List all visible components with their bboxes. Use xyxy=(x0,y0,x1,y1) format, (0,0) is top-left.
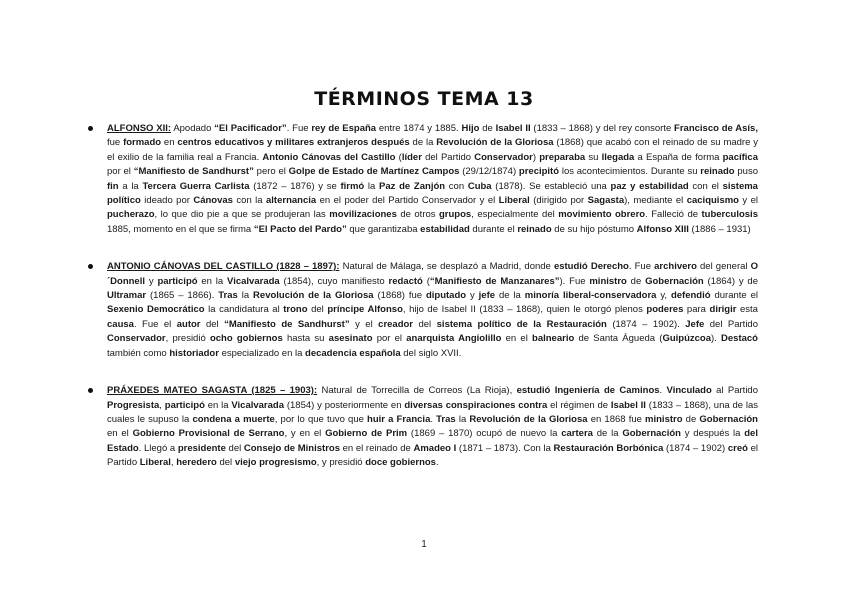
body-text: , lo que dio pie a que se produjeran las xyxy=(154,209,330,221)
bold-text: estabilidad xyxy=(420,223,470,235)
bold-text: Gobernación xyxy=(699,413,758,425)
body-text: , xyxy=(159,399,165,411)
bold-text: Tras xyxy=(436,413,456,425)
bold-text: doce gobiernos xyxy=(365,457,436,469)
body-text: fue xyxy=(107,137,124,149)
bold-text: defendió xyxy=(670,290,711,302)
bold-text: paz y estabilidad xyxy=(610,180,689,192)
bold-text: heredero xyxy=(176,457,217,469)
body-text: en el reinado de xyxy=(339,442,414,454)
body-text: y el xyxy=(738,195,758,207)
bold-text: poderes xyxy=(646,304,684,316)
bold-text: Cuba xyxy=(467,180,492,192)
body-text: ( xyxy=(422,275,430,287)
body-text: (1886 – 1931) xyxy=(688,223,751,235)
body-text: en 1868 fue xyxy=(587,413,646,425)
body-text: para xyxy=(683,304,710,316)
body-text: del xyxy=(216,457,235,469)
list-item xyxy=(88,122,758,237)
bold-text: diputado xyxy=(425,290,467,302)
bold-text: Hijo xyxy=(461,123,480,134)
body-text: y, xyxy=(656,290,671,302)
body-text: los acontecimientos. Durante su xyxy=(559,166,701,178)
body-text: entre 1874 y 1885. xyxy=(376,123,462,134)
bold-text: “Manifiesto de Manzanares” xyxy=(429,275,560,287)
bold-text: del Estado xyxy=(107,428,758,454)
bold-text: ministro xyxy=(589,275,627,287)
body-text: de la xyxy=(409,137,437,149)
body-text: del general xyxy=(696,261,751,273)
body-text: su xyxy=(585,151,602,163)
bold-text: líder xyxy=(401,151,422,163)
body-text: del xyxy=(307,304,328,316)
bold-text: precipitó xyxy=(518,166,560,178)
bold-text: reinado xyxy=(700,166,735,178)
body-text: (1874 – 1902) xyxy=(663,442,728,454)
body-text: en xyxy=(161,137,178,149)
bold-text: tuberculosis xyxy=(701,209,758,221)
bold-text: Francisco de Asís, xyxy=(674,123,758,134)
bold-text: causa xyxy=(107,318,134,330)
bold-text: firmó xyxy=(340,180,365,192)
body-text: (1868) fue xyxy=(373,290,426,302)
bold-text: Antonio Cánovas del Castillo xyxy=(262,151,396,163)
page-number: 1 xyxy=(421,539,427,550)
body-text: (1871 – 1873). Con la xyxy=(456,442,554,454)
bold-text: Ultramar xyxy=(107,290,147,302)
body-text: . Fue xyxy=(628,261,655,273)
bold-text: creador xyxy=(378,318,414,330)
body-text: (1878). Se estableció una xyxy=(491,180,611,192)
bold-text: Isabel II xyxy=(610,399,646,411)
body-text: en el xyxy=(107,428,133,440)
term-paragraph xyxy=(107,384,758,470)
body-text: en la xyxy=(204,399,232,411)
bold-text: redactó xyxy=(388,275,423,287)
bold-text: Revolución de la Gloriosa xyxy=(436,137,554,149)
body-text: la xyxy=(364,180,380,192)
bold-text: Cánovas xyxy=(193,195,233,207)
bullet-icon xyxy=(88,126,93,131)
bold-text: autor xyxy=(176,318,201,330)
body-text: de Santa Águeda ( xyxy=(574,333,663,345)
body-text: , xyxy=(170,457,177,469)
bold-text: Restauración Borbónica xyxy=(553,442,664,454)
body-text: la xyxy=(237,290,254,302)
bold-text: pacífica xyxy=(722,151,759,163)
bold-text: dirigir xyxy=(709,304,737,316)
body-text: ). xyxy=(711,333,722,345)
body-text: ideado por xyxy=(140,195,194,207)
body-text: del xyxy=(413,318,437,330)
bold-text: rey de España xyxy=(311,123,377,134)
bold-text: Golpe de Estado de Martínez Campos xyxy=(288,166,460,178)
body-text: ( xyxy=(395,151,402,163)
bold-text: Paz de Zanjón xyxy=(379,180,446,192)
body-text: , especialmente del xyxy=(471,209,559,221)
body-text: de su hijo póstumo xyxy=(551,223,637,235)
terms-list xyxy=(88,122,758,494)
bullet-icon xyxy=(88,264,93,269)
body-text: , presidió xyxy=(165,333,210,345)
bold-text: asesinato xyxy=(328,333,373,345)
body-text: (1864) y de xyxy=(703,275,758,287)
bold-text: huir a Francia xyxy=(367,413,431,425)
body-text: . xyxy=(430,413,437,425)
bold-text: pucherazo xyxy=(107,209,155,221)
body-text: y el xyxy=(349,318,379,330)
bold-text: O´Donnell xyxy=(107,261,759,287)
body-text: en el xyxy=(501,333,533,345)
bold-text: sistema político xyxy=(107,180,758,207)
bold-text: creó xyxy=(727,442,748,454)
body-text: de la xyxy=(495,290,525,302)
body-text: en el poder del Partido Conservador y el xyxy=(316,195,499,207)
body-text: del siglo XVII. xyxy=(400,347,462,359)
bullet-icon xyxy=(88,388,93,393)
bold-text: Isabel II xyxy=(495,123,531,134)
bold-text: príncipe Alfonso xyxy=(327,304,403,316)
bold-text: Liberal xyxy=(139,457,171,469)
bold-text: Gobierno de Prim xyxy=(325,428,408,440)
body-text: en la xyxy=(197,275,228,287)
bold-text: Conservador xyxy=(474,151,533,163)
body-text: Natural de Málaga, se desplazó a Madrid, donde xyxy=(339,261,554,273)
body-text: ), mediante el xyxy=(624,195,687,207)
bold-text: movilizaciones xyxy=(329,209,397,221)
body-text: . xyxy=(435,457,439,469)
body-text: de otros xyxy=(396,209,439,221)
body-text: ) xyxy=(532,151,540,163)
bold-text: Consejo de Ministros xyxy=(243,442,340,454)
bold-text: Vicalvarada xyxy=(231,399,285,411)
body-text: con la xyxy=(232,195,266,207)
body-text: la xyxy=(455,413,470,425)
body-text: del xyxy=(200,318,225,330)
term-heading: ANTONIO CÁNOVAS DEL CASTILLO (1828 – 1897): xyxy=(107,261,340,273)
body-text: pero el xyxy=(253,166,289,178)
body-text: . xyxy=(659,385,667,397)
body-text: del Partido xyxy=(421,151,475,163)
bold-text: grupos xyxy=(439,209,472,221)
bold-text: trono xyxy=(283,304,308,316)
body-text: Natural de Torrecilla de Correos (La Rioja), xyxy=(317,385,517,397)
bold-text: sistema político de la Restauración xyxy=(436,318,607,330)
body-text: con el xyxy=(688,180,723,192)
term-heading: ALFONSO XII: xyxy=(107,123,172,134)
bold-text: centros educativos y militares extranjeros después xyxy=(177,137,410,149)
bold-text: preparaba xyxy=(539,151,586,163)
body-text: (dirigido por xyxy=(529,195,588,207)
bold-text: ocho gobiernos xyxy=(209,333,283,345)
body-text: al Partido xyxy=(711,385,759,397)
body-text: de xyxy=(682,413,700,425)
bold-text: Tercera Guerra Carlista xyxy=(142,180,250,192)
body-text: y xyxy=(145,275,158,287)
bold-text: participó xyxy=(164,399,205,411)
list-item xyxy=(88,260,758,361)
bold-text: jefe xyxy=(478,290,496,302)
bold-text: Sexenio Democrático xyxy=(107,304,205,316)
body-text: (1872 – 1876) y se xyxy=(249,180,341,192)
bold-text: estudió Derecho xyxy=(553,261,629,273)
bold-text: participó xyxy=(157,275,198,287)
body-text: por el xyxy=(107,166,134,178)
body-text: . Llegó a xyxy=(138,442,178,454)
term-paragraph xyxy=(107,122,758,237)
bold-text: Liberal xyxy=(498,195,530,207)
body-text: (1854), cuyo manifiesto xyxy=(279,275,389,287)
page-title: TÉRMINOS TEMA 13 xyxy=(314,88,534,110)
body-text: y después la xyxy=(680,428,745,440)
bold-text: ministro xyxy=(645,413,683,425)
bold-text: “Manifiesto de Sandhurst” xyxy=(224,318,350,330)
bold-text: Vinculado xyxy=(666,385,712,397)
body-text: de xyxy=(479,123,496,134)
bold-text: Vicalvarada xyxy=(227,275,280,287)
body-text: (1874 – 1902). xyxy=(606,318,686,330)
bold-text: alternancia xyxy=(266,195,317,207)
body-text: que garantizaba xyxy=(346,223,421,235)
body-text: especializado en la xyxy=(218,347,306,359)
bold-text: cartera xyxy=(561,428,593,440)
body-text: hasta su xyxy=(282,333,329,345)
bold-text: anarquista Angiolillo xyxy=(406,333,502,345)
bold-text: reinado xyxy=(517,223,552,235)
body-text: (1865 – 1866). xyxy=(146,290,219,302)
bold-text: caciquismo xyxy=(686,195,739,207)
body-text: (1868) que acabó con el reinado de su madre y el exilio de la familia real a Francia. xyxy=(107,137,758,163)
body-text: (1833 – 1868), una de las cuales le supuso la xyxy=(107,399,759,425)
bold-text: Amadeo I xyxy=(413,442,457,454)
bold-text: fin xyxy=(107,180,119,192)
body-text: 1885, momento en el que se firma xyxy=(107,223,254,235)
bold-text: “El Pacto del Pardo” xyxy=(253,223,347,235)
bold-text: Gobernación xyxy=(645,275,704,287)
body-text: por el xyxy=(372,333,407,345)
body-text: , por lo que tuvo que xyxy=(274,413,368,425)
body-text: . Fue el xyxy=(133,318,177,330)
body-text: el régimen de xyxy=(547,399,611,411)
term-paragraph xyxy=(107,260,758,361)
bold-text: “El Pacificador” xyxy=(214,123,287,134)
body-text: durante el xyxy=(469,223,518,235)
body-text: del xyxy=(225,442,244,454)
body-text: de la xyxy=(592,428,623,440)
body-text: , hijo de Isabel II (1833 – 1868), quien le otorgó plenos xyxy=(402,304,647,316)
body-text: también como xyxy=(107,347,170,359)
bold-text: Gobernación xyxy=(622,428,681,440)
bold-text: Guipúzcoa xyxy=(662,333,711,345)
body-text: (1833 – 1868) y del rey consorte xyxy=(530,123,675,134)
list-item xyxy=(88,384,758,470)
bold-text: Sagasta xyxy=(587,195,625,207)
bold-text: movimiento obrero xyxy=(558,209,646,221)
bold-text: condena a muerte xyxy=(192,413,275,425)
bold-text: Destacó xyxy=(721,333,758,345)
bold-text: minoría liberal-conservadora xyxy=(524,290,657,302)
bold-text: viejo progresismo xyxy=(234,457,317,469)
bold-text: Progresista xyxy=(107,399,160,411)
bold-text: diversas conspiraciones contra xyxy=(404,399,548,411)
body-text: a la xyxy=(118,180,143,192)
bold-text: llegada xyxy=(601,151,635,163)
body-text: puso xyxy=(734,166,758,178)
body-text: , y en el xyxy=(284,428,326,440)
bold-text: presidente xyxy=(177,442,226,454)
bold-text: formado xyxy=(123,137,162,149)
body-text: , y presidió xyxy=(316,457,366,469)
bold-text: Gobierno Provisional de Serrano xyxy=(132,428,285,440)
bold-text: Jefe xyxy=(685,318,705,330)
body-text: . Fue xyxy=(286,123,312,134)
bold-text: Conservador xyxy=(107,333,166,345)
bold-text: balneario xyxy=(532,333,575,345)
bold-text: Tras xyxy=(218,290,238,302)
body-text: del Partido xyxy=(704,318,758,330)
body-text: con xyxy=(445,180,468,192)
body-text: el Partido xyxy=(107,442,758,469)
body-text: esta xyxy=(736,304,758,316)
body-text: ). Fue xyxy=(559,275,590,287)
bold-text: estudió Ingeniería de Caminos xyxy=(516,385,660,397)
body-text: (29/12/1874) xyxy=(459,166,519,178)
bold-text: archivero xyxy=(654,261,697,273)
body-text: y xyxy=(466,290,479,302)
term-heading: PRÁXEDES MATEO SAGASTA (1825 – 1903): xyxy=(107,385,318,397)
body-text: (1854) y posteriormente en xyxy=(284,399,405,411)
body-text: de xyxy=(626,275,646,287)
body-text: (1869 – 1870) ocupó de nuevo la xyxy=(407,428,562,440)
body-text: durante el xyxy=(710,290,759,302)
bold-text: Revolución de la Gloriosa xyxy=(253,290,374,302)
bold-text: historiador xyxy=(169,347,219,359)
bold-text: Revolución de la Gloriosa xyxy=(469,413,588,425)
bold-text: Alfonso XIII xyxy=(636,223,689,235)
body-text: . Falleció de xyxy=(645,209,702,221)
bold-text: “Manifiesto de Sandhurst” xyxy=(133,166,254,178)
body-text: Apodado xyxy=(171,123,215,134)
body-text: a España de forma xyxy=(634,151,723,163)
body-text: la candidatura al xyxy=(204,304,284,316)
bold-text: decadencia española xyxy=(305,347,401,359)
